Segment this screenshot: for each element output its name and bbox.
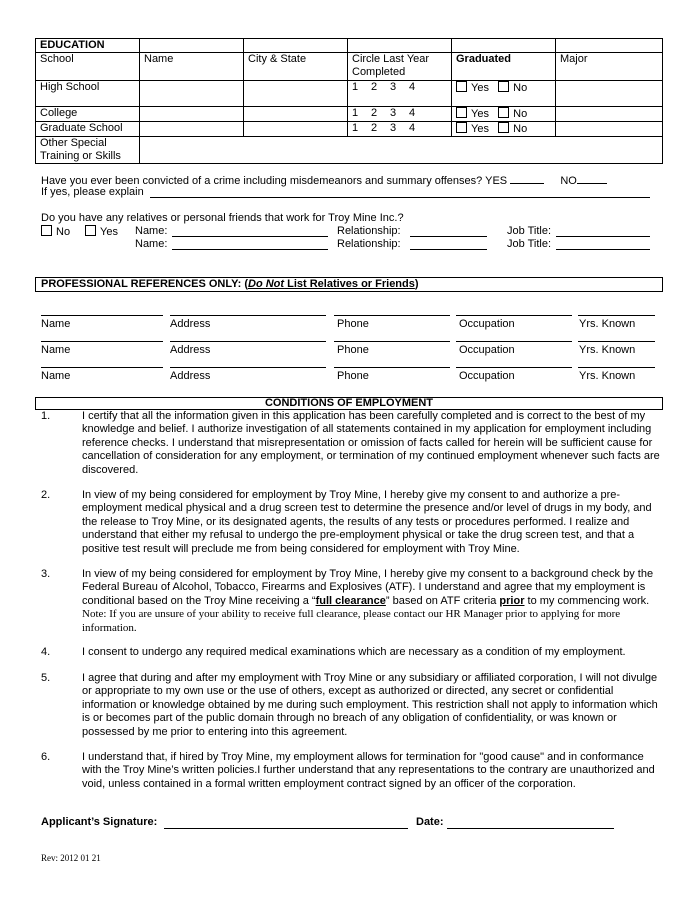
- education-table: [35, 38, 663, 164]
- reference-1-name-label: Name: [41, 318, 71, 330]
- reference-2-name-field[interactable]: [41, 341, 163, 342]
- row-label-other-training: Other Special Training or Skills: [36, 137, 140, 164]
- relatives-yes-option[interactable]: Yes: [85, 225, 118, 238]
- reference-2-address-field[interactable]: [170, 341, 326, 342]
- reference-2-phone-field[interactable]: [334, 341, 450, 342]
- relative-2-relationship-field[interactable]: [410, 238, 487, 250]
- criminal-question: Have you ever been convicted of a crime including misdemeanors and summary offenses?: [41, 175, 483, 187]
- relative-2-job-label: Job Title:: [507, 238, 552, 250]
- criminal-question-row: [41, 173, 661, 187]
- header-name: Name: [140, 53, 244, 81]
- criminal-yes-field[interactable]: [510, 173, 544, 184]
- reference-2-yrs-known-field[interactable]: [578, 341, 655, 342]
- signature-label: Applicant’s Signature:: [41, 816, 158, 828]
- graduate-major-field[interactable]: [556, 122, 663, 137]
- college-years[interactable]: 1 2 3 4: [348, 107, 452, 122]
- high-school-years[interactable]: 1 2 3 4: [348, 81, 452, 107]
- other-training-field[interactable]: [140, 137, 663, 164]
- reference-1-occupation-field[interactable]: [456, 315, 572, 316]
- reference-2-address-label: Address: [170, 344, 211, 356]
- revision-label: Rev: 2012 01 21: [41, 853, 101, 863]
- row-label-graduate-school: Graduate School: [36, 122, 140, 137]
- graduate-name-field[interactable]: [140, 122, 244, 137]
- high-school-graduated: Yes No: [452, 81, 556, 107]
- checkbox-icon[interactable]: [498, 107, 509, 118]
- header-school: School: [36, 53, 140, 81]
- header-graduated: Graduated: [452, 53, 556, 81]
- college-graduated: Yes No: [452, 107, 556, 122]
- references-title: PROFESSIONAL REFERENCES ONLY: (Do Not List Relatives or Friends): [35, 277, 663, 292]
- high-school-major-field[interactable]: [556, 81, 663, 107]
- criminal-explain-label: If yes, please explain: [41, 186, 144, 198]
- reference-2-name-label: Name: [41, 344, 71, 356]
- reference-1-name-field[interactable]: [41, 315, 163, 316]
- relative-1-job-field[interactable]: [556, 225, 650, 237]
- checkbox-icon[interactable]: [456, 107, 467, 118]
- reference-3-phone-field[interactable]: [334, 367, 450, 368]
- criminal-yes-label: YES: [485, 175, 508, 187]
- relative-2-job-field[interactable]: [556, 238, 650, 250]
- reference-3-yrs-known-field[interactable]: [578, 367, 655, 368]
- reference-2-occupation-field[interactable]: [456, 341, 572, 342]
- row-label-college: College: [36, 107, 140, 122]
- reference-3-address-field[interactable]: [170, 367, 326, 368]
- reference-3-address-label: Address: [170, 370, 211, 382]
- graduate-city-field[interactable]: [244, 122, 348, 137]
- reference-3-name-label: Name: [41, 370, 71, 382]
- relative-1-job-label: Job Title:: [507, 225, 552, 237]
- reference-1-yrs-known-label: Yrs. Known: [579, 318, 636, 330]
- row-label-high-school: High School: [36, 81, 140, 107]
- college-name-field[interactable]: [140, 107, 244, 122]
- reference-1-address-field[interactable]: [170, 315, 326, 316]
- reference-1-address-label: Address: [170, 318, 211, 330]
- relative-2-relationship-label: Relationship:: [337, 238, 401, 250]
- reference-1-occupation-label: Occupation: [459, 318, 515, 330]
- high-school-name-field[interactable]: [140, 81, 244, 107]
- reference-2-yrs-known-label: Yrs. Known: [579, 344, 636, 356]
- reference-3-occupation-field[interactable]: [456, 367, 572, 368]
- reference-3-phone-label: Phone: [337, 370, 369, 382]
- reference-1-phone-field[interactable]: [334, 315, 450, 316]
- reference-3-occupation-label: Occupation: [459, 370, 515, 382]
- checkbox-icon[interactable]: [456, 122, 467, 133]
- relative-2-name-field[interactable]: [172, 238, 328, 250]
- header-major: Major: [556, 53, 663, 81]
- relative-2-name-label: Name:: [135, 238, 168, 250]
- criminal-no-field[interactable]: [577, 173, 607, 184]
- header-city-state: City & State: [244, 53, 348, 81]
- high-school-city-field[interactable]: [244, 81, 348, 107]
- reference-3-yrs-known-label: Yrs. Known: [579, 370, 636, 382]
- college-major-field[interactable]: [556, 107, 663, 122]
- checkbox-icon[interactable]: [498, 81, 509, 92]
- header-circle-year: Circle Last Year Completed: [348, 53, 452, 81]
- date-field[interactable]: [447, 816, 614, 829]
- checkbox-icon[interactable]: [85, 225, 96, 236]
- reference-2-occupation-label: Occupation: [459, 344, 515, 356]
- signature-field[interactable]: [164, 816, 408, 829]
- reference-3-name-field[interactable]: [41, 367, 163, 368]
- relative-1-relationship-label: Relationship:: [337, 225, 401, 237]
- reference-1-phone-label: Phone: [337, 318, 369, 330]
- relative-1-name-label: Name:: [135, 225, 168, 237]
- checkbox-icon[interactable]: [41, 225, 52, 236]
- relative-1-name-field[interactable]: [172, 225, 328, 237]
- checkbox-icon[interactable]: [456, 81, 467, 92]
- graduate-graduated: Yes No: [452, 122, 556, 137]
- reference-2-phone-label: Phone: [337, 344, 369, 356]
- education-title: EDUCATION: [36, 39, 140, 53]
- graduate-years[interactable]: 1 2 3 4: [348, 122, 452, 137]
- checkbox-icon[interactable]: [498, 122, 509, 133]
- college-city-field[interactable]: [244, 107, 348, 122]
- relative-1-relationship-field[interactable]: [410, 225, 487, 237]
- relatives-question: Do you have any relatives or personal friends that work for Troy Mine Inc.?: [41, 212, 404, 224]
- criminal-no-label: NO: [560, 175, 577, 187]
- reference-1-yrs-known-field[interactable]: [578, 315, 655, 316]
- criminal-explain-field[interactable]: [150, 186, 650, 198]
- conditions-title: CONDITIONS OF EMPLOYMENT: [35, 397, 663, 410]
- date-label: Date:: [416, 816, 444, 828]
- relatives-no-option[interactable]: No: [41, 225, 70, 238]
